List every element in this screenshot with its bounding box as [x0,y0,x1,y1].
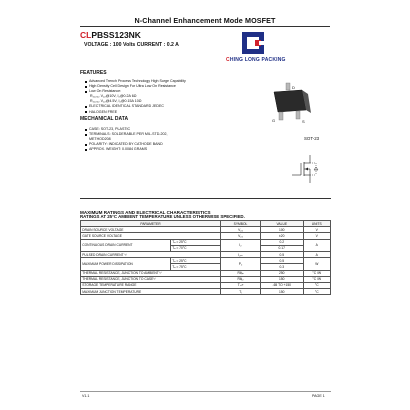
symbol-cell: Tⱼ [221,289,261,295]
condition-cell: Tₐ = 25°C [171,239,221,245]
ratings-table [80,220,331,295]
title-rule [80,26,330,27]
unit-cell: °C [303,289,331,295]
mechanical-item: TERMINALS: SOLDERABLE PER MIL-STD-202, [84,132,168,137]
package-label: SOT-23 [304,136,320,141]
param-cell: THERMAL RESISTANCE, JUNCTION TO AMBIENT⁽¹⁾ [81,270,221,276]
feature-subitem: R₂₂₂₂₂ V₂₂@10V, I₂@0.2A 6Ω [90,94,137,99]
mosfet-schematic-icon [284,154,326,184]
condition-cell: Tₐ = 25°C [171,258,221,264]
part-number-prefix: CL [80,30,92,40]
company-name-first: C [226,57,230,63]
param-cell: MAXIMUM POWER DISSIPATION [81,258,171,270]
company-logo-icon [242,32,264,54]
mechanical-item: CASE: SOT-23, PLASTIC [84,127,168,132]
features-heading: FEATURES [80,70,107,76]
value-cell: ±20 [261,233,304,239]
symbol-cell: V₂₂ [221,233,261,239]
unit-cell: °C [303,282,331,288]
footer-page-number: PAGE 1 [312,394,325,398]
param-cell: CONTINUOUS DRAIN CURRENT [81,239,171,251]
unit-cell: °C /W [303,270,331,276]
unit-cell: A [303,251,331,257]
document-title: N-Channel Enhancement Mode MOSFET [134,16,276,25]
value-cell: 150 [261,276,304,282]
part-number-rest: PBSS123NK [91,30,141,40]
mechanical-item: APPROX. WEIGHT: 0.0084 GRAMS [84,147,168,152]
voltage-current-line: VOLTAGE : 100 Volts CURRENT : 0.2 A [84,42,179,48]
column-header-units: UNITS [303,221,331,227]
feature-item: ELECTRICAL IDENTICAL STANDARD JEDEC [84,104,186,109]
value-cell: 0.5 [261,258,304,264]
part-number [80,30,141,40]
symbol-cell: Rθⱼₐ [221,270,261,276]
unit-cell: V [303,227,331,233]
pin-label-drain: D [292,85,295,90]
features-list [84,79,186,115]
mechanical-list [84,127,168,152]
feature-item: High Density Cell Design For Ultra Low On Resistance [84,84,186,89]
symbol-cell: Tₛₜᵍ [221,282,261,288]
param-cell: GATE SOURCE VOLTAGE [81,233,221,239]
value-cell: 100 [261,227,304,233]
condition-cell: Tₐ = 70°C [171,245,221,251]
symbol-cell: I₂ₘ [221,251,261,257]
ratings-subtitle: RATINGS AT 25°C AMBIENT TEMPERATURE UNLESS OTHERWISE SPECIFIED. [80,214,245,219]
value-cell: 0.3 [261,264,304,270]
mechanical-item-continued: METHOD208 [89,137,111,142]
value-cell: 0.5 [261,251,304,257]
footer-version: V1.1 [82,394,90,398]
param-cell: DRAIN SOURCE VOLTAGE [81,227,221,233]
mechanical-heading: MECHANICAL DATA [80,116,129,122]
symbol-cell: Rθⱼ₂ [221,276,261,282]
param-cell: MAXIMUM JUNCTION TEMPERATURE [81,289,221,295]
symbol-cell: P₂ [221,258,261,270]
param-cell: PULSED DRAIN CURRENT ⁽¹⁾ [81,251,221,257]
mechanical-item: POLARITY: INDICATED BY CATHODE BAND [84,142,168,147]
feature-subitem: R₂₂₂₂₂ V₂₂@4.5V, I₂@0.15A 10Ω [90,99,142,104]
footer-rule [80,391,331,392]
company-name-rest: HING LONG PACKING [229,57,286,63]
param-cell: THERMAL RESISTANCE, JUNCTION TO CASE⁽¹⁾ [81,276,221,282]
company-name [226,57,286,63]
param-cell: STORAGE TEMPERATURE RANGE [81,282,221,288]
pin-label-gate: G [272,118,276,123]
value-cell: 0.2 [261,239,304,245]
pin-label-source: S [302,119,305,124]
feature-item: HALOGEN FREE [84,110,186,115]
unit-cell: W [303,258,331,270]
sot23-package-drawing [262,82,320,126]
column-header-parameter: PARAMETER [81,221,221,227]
column-header-value: VALUE [261,221,304,227]
symbol-cell: V₂₂ [221,227,261,233]
value-cell: 250 [261,270,304,276]
unit-cell: A [303,239,331,251]
value-cell: 150 [261,289,304,295]
value-cell: 0.17 [261,245,304,251]
symbol-cell: I₂ [221,239,261,251]
ratings-section-title: MAXIMUM RATINGS AND ELECTRICAL CHARACTERISTICS [80,210,211,215]
unit-cell: V [303,233,331,239]
value-cell: -65 TO +150 [261,282,304,288]
feature-item: Advanced Trench Process Technology High Surge Capability [84,79,186,84]
table-row [81,289,331,295]
condition-cell: Tₐ = 75°C [171,264,221,270]
column-header-symbol: SYMBOL [221,221,261,227]
unit-cell: °C /W [303,276,331,282]
feature-item: Low On Resistance: [84,89,186,94]
